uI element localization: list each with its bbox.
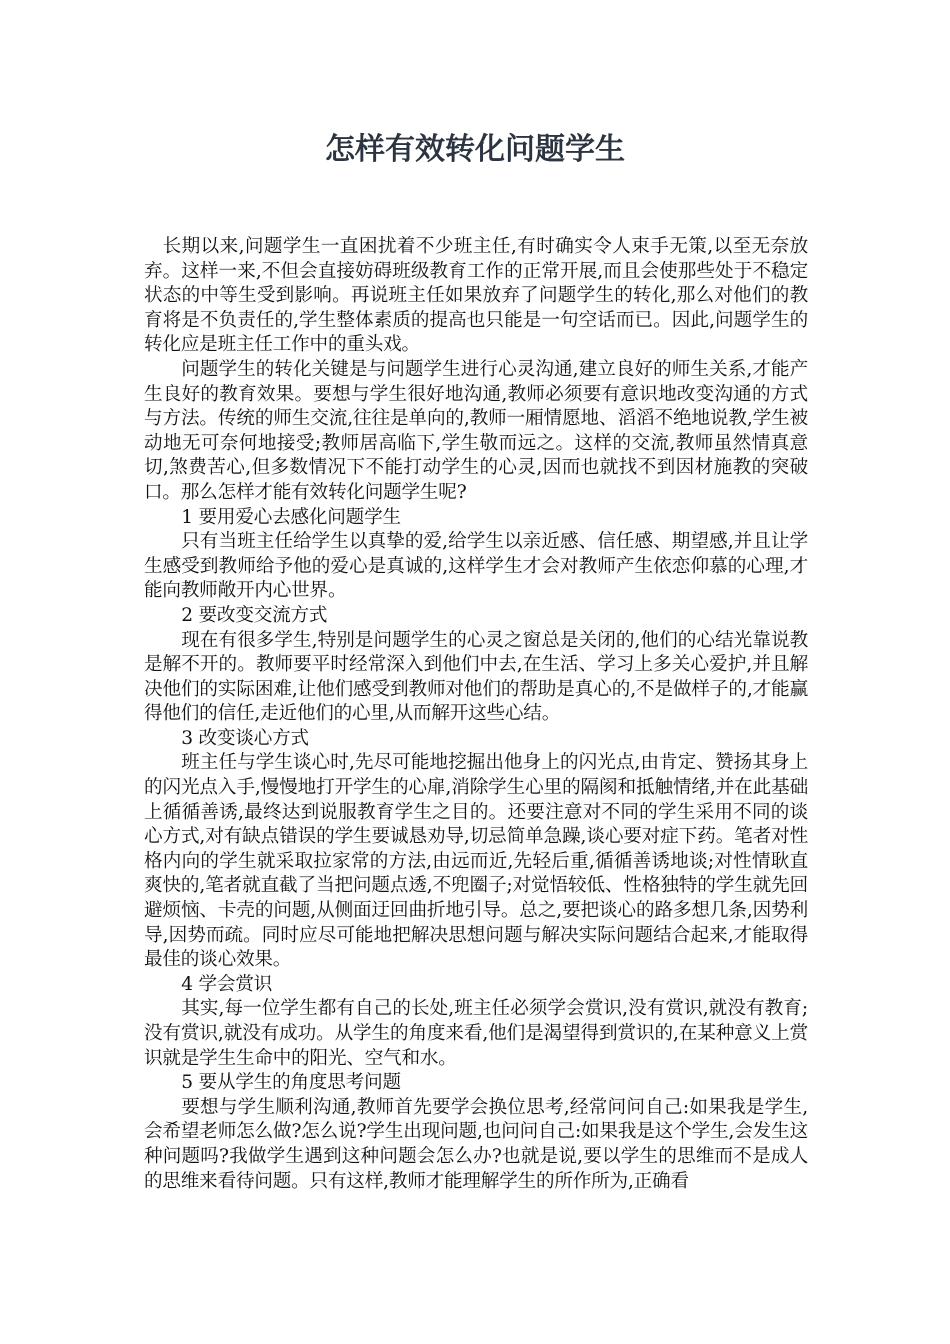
paragraph-intro: 长期以来,问题学生一直困扰着不少班主任,有时确实令人束手无策,以至无奈放弃。这样一来,不但会直接妨碍班级教育工作的正常开展,而且会使那些处于不稳定状态的中等生受到影响。再说班主任如果放弃了问题学生的转化,那么对他们的教育将是不负责任的,学生整体素质的提高也只能是一句空话而已。因此,问题学生的转化应是班主任工作中的重头戏。	[144, 236, 808, 356]
document-body	[144, 235, 808, 1194]
paragraph-section-5: 要想与学生顺利沟通,教师首先要学会换位思考,经常问问自己:如果我是学生,会希望老师怎么做?怎么说?学生出现问题,也问问自己:如果我是这个学生,会发生这种问题吗?我做学生遇到这种问题会怎么办?也就是说,要以学生的思维而不是成人的思维来看待问题。只有这样,教师才能理解学生的所作所为,正确看	[144, 1096, 808, 1192]
section-heading-4: 4 学会赏识	[181, 973, 273, 995]
section-heading-2: 2 要改变交流方式	[181, 604, 328, 626]
section-heading-1: 1 要用爱心去感化问题学生	[181, 506, 401, 528]
page-title: 怎样有效转化问题学生	[325, 132, 625, 167]
paragraph-key-point: 问题学生的转化关键是与问题学生进行心灵沟通,建立良好的师生关系,才能产生良好的教育效果。要想与学生很好地沟通,教师必须要有意识地改变沟通的方式与方法。传统的师生交流,往往是单向的,教师一厢情愿地、滔滔不绝地说教,学生被动地无可奈何地接受;教师居高临下,学生敬而远之。这样的交流,教师虽然情真意切,煞费苦心,但多数情况下不能打动学生的心灵,因而也就找不到因材施教的突破口。那么怎样才能有效转化问题学生呢?	[144, 358, 808, 503]
paragraph-section-2: 现在有很多学生,特别是问题学生的心灵之窗总是关闭的,他们的心结光靠说教是解不开的。教师要平时经常深入到他们中去,在生活、学习上多关心爱护,并且解决他们的实际困难,让他们感受到教师对他们的帮助是真心的,不是做样子的,才能赢得他们的信任,走近他们的心里,从而解开这些心结。	[144, 629, 808, 725]
paragraph-section-3: 班主任与学生谈心时,先尽可能地挖掘出他身上的闪光点,由肯定、赞扬其身上的闪光点入手,慢慢地打开学生的心扉,消除学生心里的隔阂和抵触情绪,并在此基础上循循善诱,最终达到说服教育学生之目的。还要注意对不同的学生采用不同的谈心方式,对有缺点错误的学生要诚恳劝导,切忌简单急躁,谈心要对症下药。笔者对性格内向的学生就采取拉家常的方法,由远而近,先轻后重,循循善诱地谈;对性情耿直爽快的,笔者就直截了当把问题点透,不兜圈子;对觉悟较低、性格独特的学生就先回避烦恼、卡壳的问题,从侧面迂回曲折地引导。总之,要把谈心的路多想几条,因势利导,因势而疏。同时应尽可能地把解决思想问题与解决实际问题结合起来,才能取得最佳的谈心效果。	[144, 752, 808, 971]
section-heading-5: 5 要从学生的角度思考问题	[181, 1072, 401, 1094]
paragraph-section-1: 只有当班主任给学生以真挚的爱,给学生以亲近感、信任感、期望感,并且让学生感受到教师给予他的爱心是真诚的,这样学生才会对教师产生依恋仰慕的心理,才能向教师敞开内心世界。	[144, 531, 808, 602]
paragraph-section-4: 其实,每一位学生都有自己的长处,班主任必须学会赏识,没有赏识,就没有教育;没有赏识,就没有成功。从学生的角度来看,他们是渴望得到赏识的,在某种意义上赏识就是学生生命中的阳光、空气和水。	[144, 998, 808, 1069]
section-heading-3: 3 改变谈心方式	[181, 727, 309, 749]
